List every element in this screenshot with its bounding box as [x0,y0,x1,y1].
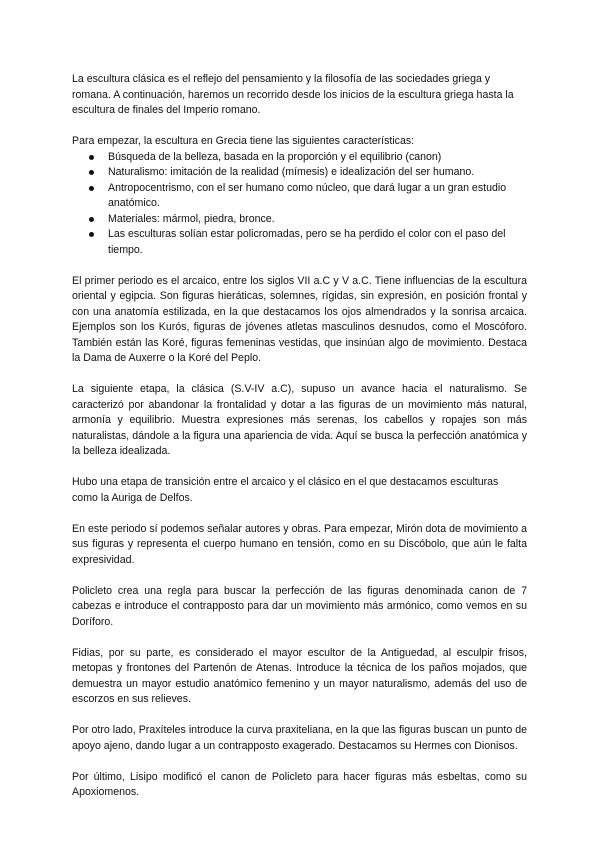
spacer [72,754,527,770]
paragraph-fidias: Fidias, por su parte, es considerado el mayor escultor de la Antiguedad, al esculpir frisos, metopas y frontones del Partenón de Atenas. Introduce la técnica de los paños mojados, que demuestra un mayor estudio anatómico femenino y un mayor naturalismo, además del uso de escorzos en sus relieves. [72,646,527,705]
paragraph-characteristics-intro: Para empezar, la escultura en Grecia tiene las siguientes características: [72,135,415,147]
paragraph-lisipo: Por último, Lisipo modificó el canon de Policleto para hacer figuras más esbeltas, como su Apoxiomenos. [72,770,527,798]
list-item: Naturalismo: imitación de la realidad (mímesis) e idealización del ser humano. [72,165,527,181]
spacer [72,258,527,274]
list-item: Las esculturas solían estar policromadas, pero se ha perdido el color con el paso del tiempo. [72,227,527,258]
paragraph-transition: Hubo una etapa de transición entre el arcaico y el clásico en el que destacamos esculturas como la Auriga de Delfos. [72,476,499,504]
paragraph-archaic: El primer periodo es el arcaico, entre los siglos VII a.C y V a.C. Tiene influencias de la escultura oriental y egipcia. Son figuras hieráticas, solemnes, rígidas, sin expresión, en posición frontal y con una anatomía estilizada, en la que destacamos los ojos almendrados y la sonrisa arcaica. Ejemplos son los Kurós, figuras de jóvenes atletas masculinos desnudos, como el Moscóforo. También están las Koré, figuras femeninas vestidas, que insinúan algo de movimiento. Destaca la Dama de Auxerre o la Koré del Peplo. [72,274,527,364]
spacer [72,367,527,383]
spacer [72,568,527,584]
list-item: Materiales: mármol, piedra, bronce. [72,212,527,228]
document-body [72,72,527,801]
paragraph-intro: La escultura clásica es el reflejo del pensamiento y la filosofía de las sociedades griega y romana. A continuación, haremos un recorrido desde los inicios de la escultura griega hasta la escultura de finales del Imperio romano. [72,73,514,116]
paragraph-policleto: Policleto crea una regla para buscar la perfección de las figuras denominada canon de 7 cabezas e introduce el contrapposto para dar un movimiento más armónico, como vemos en su Doríforo. [72,584,527,628]
characteristics-list [72,150,527,259]
spacer [72,630,527,646]
spacer [72,460,527,476]
spacer [72,708,527,724]
list-item: Antropocentrismo, con el ser humano como núcleo, que dará lugar a un gran estudio anatómico. [72,181,527,212]
paragraph-classical: La siguiente etapa, la clásica (S.V-IV a.C), supuso un avance hacia el naturalismo. Se caracterizó por abandonar la frontalidad y dotar a las figuras de un movimiento más natural, armonía y equilibrio. Muestra expresiones más serenas, los cabellos y ropajes son más naturalistas, dándole a la figura una apariencia de vida. Aquí se busca la perfección anatómica y la belleza idealizada. [72,383,527,457]
list-item: Búsqueda de la belleza, basada en la proporción y el equilibrio (canon) [72,150,527,166]
paragraph-miron: En este periodo sí podemos señalar autores y obras. Para empezar, Mirón dota de movimiento a sus figuras y representa el cuerpo humano en tensión, como en su Discóbolo, que aún le falta expresividad. [72,522,527,566]
spacer [72,506,527,522]
spacer [72,119,527,135]
paragraph-praxiteles: Por otro lado, Praxíteles introduce la curva praxiteliana, en la que las figuras buscan un punto de apoyo ajeno, dando lugar a un contrapposto exagerado. Destacamos su Hermes con Dionisos. [72,724,527,752]
